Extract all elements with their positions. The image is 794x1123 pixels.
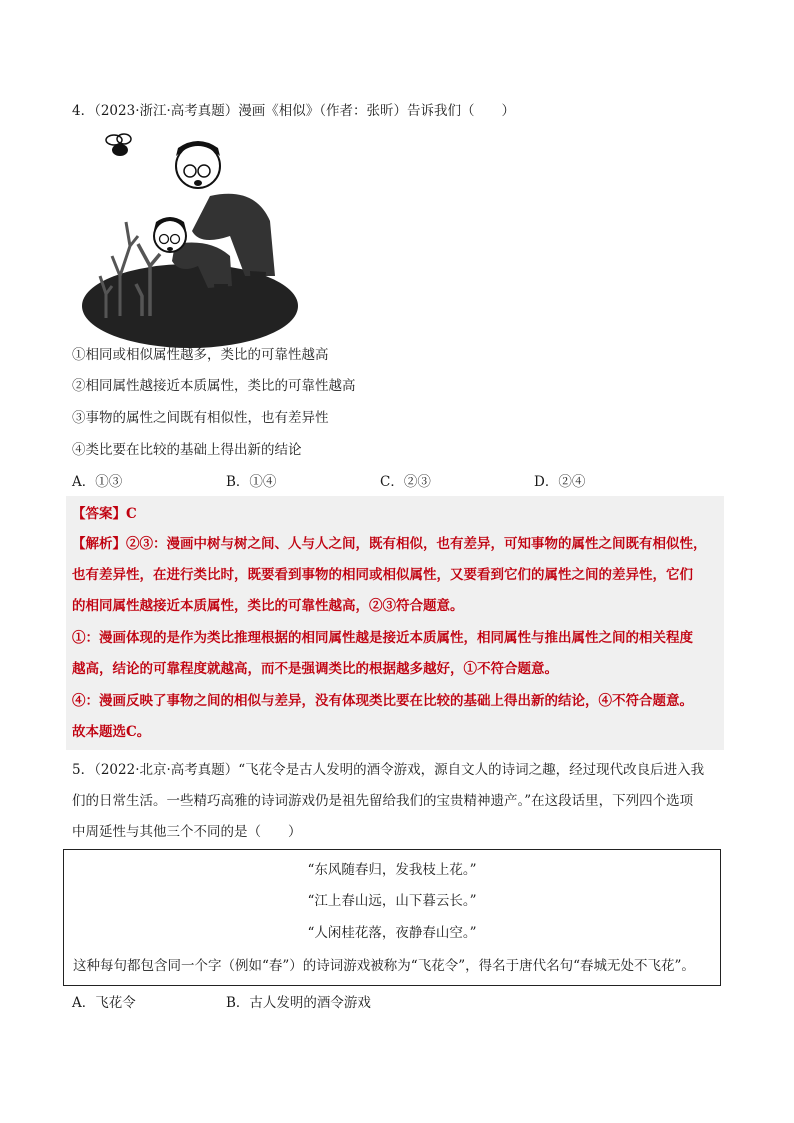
poem-note: 这种每句都包含同一个字（例如“春”）的诗词游戏被称为“飞花令”，得名于唐代名句“春城无处不飞花”。 — [73, 958, 695, 974]
poem-line: “东风随春归，发我枝上花。” — [307, 862, 477, 878]
question-5-stem: 5．（2022·北京·高考真题）“飞花令是古人发明的酒令游戏，源自文人的诗词之趣，经过现代改良后进入我 — [72, 762, 705, 778]
q4-choice-b[interactable]: B．①④ — [226, 474, 277, 490]
answer-analysis-box — [66, 496, 724, 750]
bee-icon — [106, 134, 131, 156]
q4-statement-2: ②相同属性越接近本质属性，类比的可靠性越高 — [72, 378, 356, 394]
poem-box — [63, 849, 721, 986]
q5-choices — [72, 993, 472, 1013]
analysis-line: ①：漫画体现的是作为类比推理根据的相同属性越是接近本质属性，相同属性与推出属性之间的相关程度 — [72, 630, 693, 646]
q5-choice-b[interactable]: B．古人发明的酒令游戏 — [226, 995, 371, 1011]
poem-line: “人闲桂花落，夜静春山空。” — [307, 925, 477, 941]
answer-label: 【答案】C — [72, 506, 137, 522]
poem-line: “江上春山远，山下暮云长。” — [307, 893, 477, 909]
analysis-line: ④：漫画反映了事物之间的相似与差异，没有体现类比要在比较的基础上得出新的结论，④不符合题意。 — [72, 693, 693, 709]
q4-statement-3: ③事物的属性之间既有相似性，也有差异性 — [72, 410, 329, 426]
cartoon-image-similar — [80, 126, 300, 350]
question-5-stem: 们的日常生活。一些精巧高雅的诗词游戏仍是祖先留给我们的宝贵精神遗产。”在这段话里，下列四个选项 — [72, 793, 694, 809]
analysis-line: 【解析】②③：漫画中树与树之间、人与人之间，既有相似，也有差异，可知事物的属性之间既有相似性， — [72, 536, 707, 552]
q5-choice-a[interactable]: A．飞花令 — [72, 995, 136, 1011]
analysis-line: 越高，结论的可靠程度就越高，而不是强调类比的根据越多越好，①不符合题意。 — [72, 661, 558, 677]
question-4-stem: 4．（2023·浙江·高考真题）漫画《相似》（作者：张昕）告诉我们（ ） — [72, 103, 516, 119]
analysis-line: 故本题选C。 — [72, 724, 151, 740]
q4-statement-1: ①相同或相似属性越多，类比的可靠性越高 — [72, 347, 329, 363]
question-5-stem: 中周延性与其他三个不同的是（ ） — [72, 824, 302, 840]
q4-statement-4: ④类比要在比较的基础上得出新的结论 — [72, 442, 302, 458]
analysis-line: 也有差异性，在进行类比时，既要看到事物的相同或相似属性，又要看到它们的属性之间的差异性，它们 — [72, 567, 693, 583]
analysis-line: 的相同属性越接近本质属性，类比的可靠性越高，②③符合题意。 — [72, 598, 464, 614]
q4-choice-d[interactable]: D．②④ — [534, 474, 586, 490]
q4-choice-c[interactable]: C．②③ — [380, 474, 431, 490]
q4-choices — [72, 472, 632, 492]
q4-choice-a[interactable]: A．①③ — [72, 474, 123, 490]
